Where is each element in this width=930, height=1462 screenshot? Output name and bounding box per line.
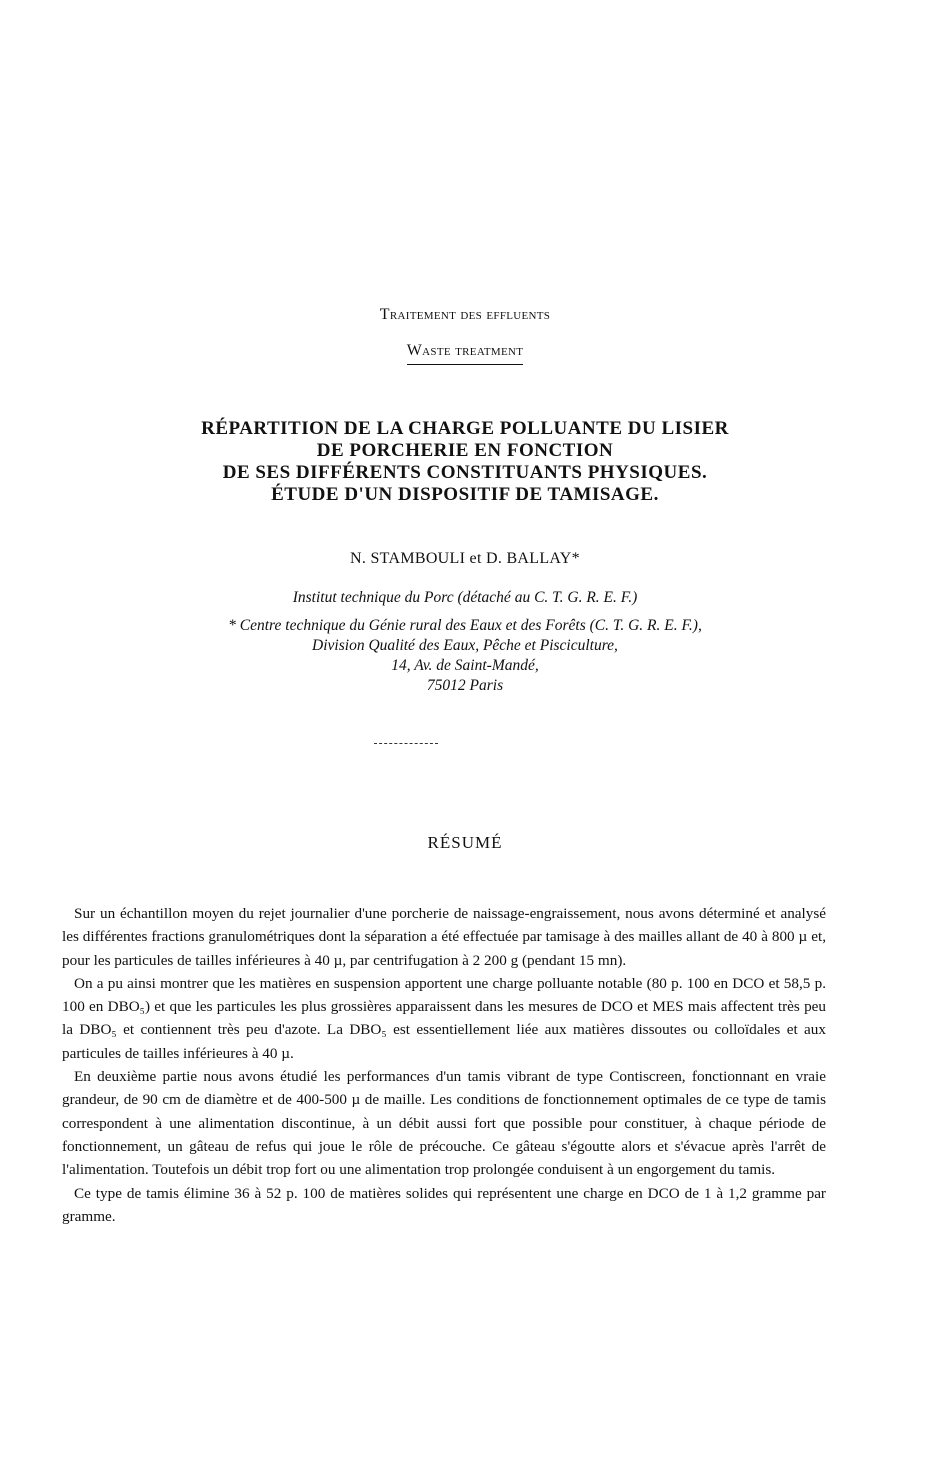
affiliations [0, 588, 930, 696]
affiliation-line: 14, Av. de Saint-Mandé, [391, 657, 539, 674]
title-line: ÉTUDE D'UN DISPOSITIF DE TAMISAGE. [271, 484, 659, 505]
affiliation-line: 75012 Paris [426, 677, 504, 694]
article-title [120, 418, 810, 506]
section-heading-english-text: Waste treatment [407, 342, 523, 365]
title-line: RÉPARTITION DE LA CHARGE POLLUANTE DU LISIER [201, 418, 729, 439]
resume-body [62, 902, 826, 1228]
affiliation-line: Division Qualité des Eaux, Pêche et Pisciculture, [312, 637, 618, 654]
resume-paragraph: Ce type de tamis élimine 36 à 52 p. 100 de matières solides qui représentent une charge en DCO de 1 à 1,2 gramme par gramme. [62, 1184, 826, 1225]
affiliation-line: * Centre technique du Génie rural des Eaux et des Forêts (C. T. G. R. E. F.), [228, 617, 702, 634]
section-heading-english [0, 342, 930, 365]
resume-paragraph: Sur un échantillon moyen du rejet journalier d'une porcherie de naissage-engraissement, nous avons déterminé et analysé les différentes fractions granulométriques dont la séparation a été effectuée par tamisage à des mailles allant de 40 à 800 µ et, pour les particules de tailles inférieures à 40 µ, par centrifugation à 2 200 g (pendant 15 mn). [62, 905, 826, 969]
separator-rule [374, 743, 438, 744]
authors: N. STAMBOULI et D. BALLAY* [350, 550, 580, 567]
title-line: DE PORCHERIE EN FONCTION [316, 440, 614, 461]
affiliation-primary: Institut technique du Porc (détaché au C. T. G. R. E. F.) [292, 589, 638, 606]
resume-paragraph: En deuxième partie nous avons étudié les performances d'un tamis vibrant de type Contiscreen, fonctionnant en vraie grandeur, de 90 cm de diamètre et de 400-500 µ de maille. Les conditions de fonctionnement optimales de ce type de tamis correspondent à une alimentation discontinue, à un débit aussi fort que possible pour constituer, à chaque période de fonctionnement, un gâteau de refus qui joue le rôle de précouche. Ce gâteau s'égoutte alors et s'évacue après l'arrêt de l'alimentation. Toutefois un débit trop fort ou une alimentation trop prolongée conduisent à un engorgement du tamis. [62, 1068, 826, 1179]
resume-paragraph: On a pu ainsi montrer que les matières en suspension apportent une charge polluante notable (80 p. 100 en DCO et 58,5 p. 100 en DBO₅) et que les particules les plus grossières apparaissent dans les mesures de DCO et MES mais affectent très peu la DBO₅ et contiennent très peu d'azote. La DBO₅ est essentiellement liée aux matières dissoutes ou colloïdales et aux particules de tailles inférieures à 40 µ. [62, 974, 826, 1062]
section-heading-french-text: Traitement des effluents [379, 306, 551, 323]
resume-heading: RÉSUMÉ [427, 833, 503, 852]
title-line: DE SES DIFFÉRENTS CONSTITUANTS PHYSIQUES. [222, 462, 708, 483]
affiliation-spacer [0, 608, 930, 616]
section-heading-french [0, 306, 930, 324]
